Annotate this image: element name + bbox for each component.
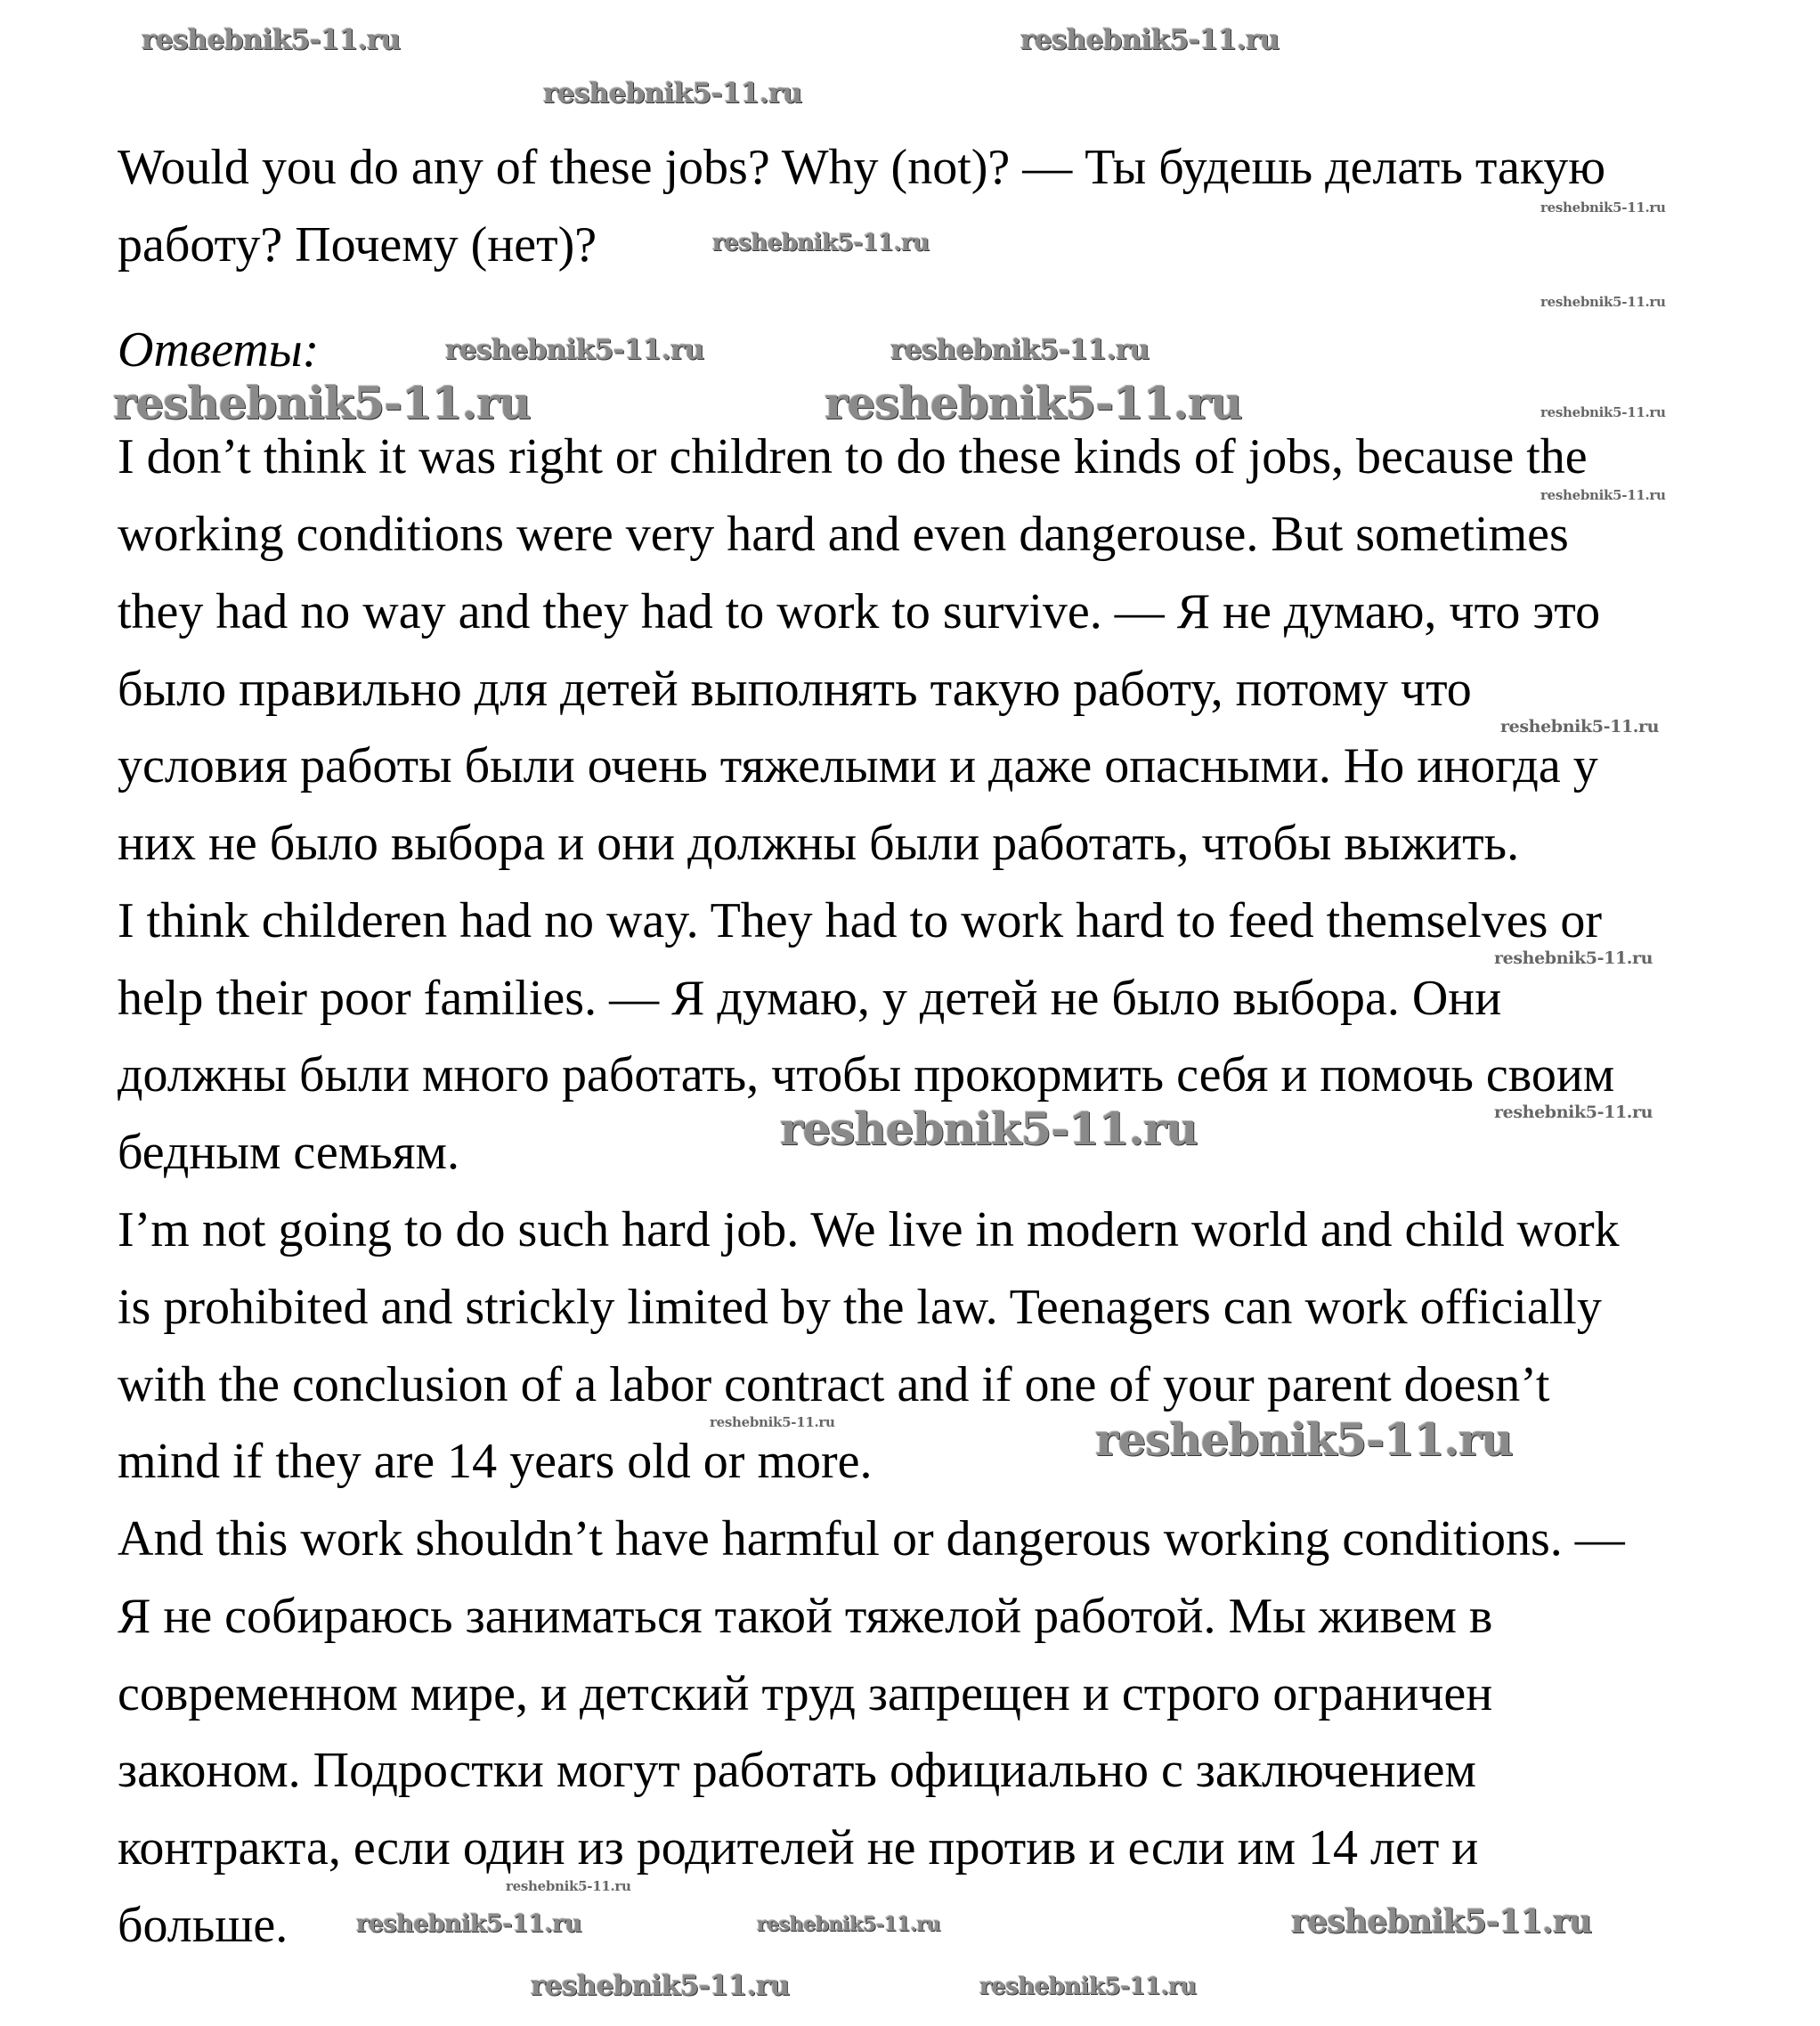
answer-line: working conditions were very hard and even dangerouse. But sometimes — [118, 507, 1569, 562]
answer-line: бедным семьям. — [118, 1125, 459, 1180]
question-line: работу? Почему (нет)? — [118, 217, 597, 273]
answer-line: условия работы были очень тяжелыми и даже опасными. Но иногда у — [118, 738, 1598, 793]
watermark: reshebnik5-11.ru — [1540, 487, 1666, 503]
answer-line: законом. Подростки могут работать официально с заключением — [118, 1743, 1476, 1798]
answer-line: I’m not going to do such hard job. We live in modern world and child work — [118, 1202, 1620, 1257]
answers-heading: Ответы: — [118, 322, 320, 378]
answer-line: they had no way and they had to work to survive. — Я не думаю, что это — [118, 584, 1601, 639]
watermark: reshebnik5-11.ru — [113, 377, 531, 429]
answer-line: больше. — [118, 1898, 288, 1953]
watermark: reshebnik5-11.ru — [1020, 24, 1280, 56]
watermark: reshebnik5-11.ru — [1494, 1103, 1653, 1122]
watermark: reshebnik5-11.ru — [543, 77, 802, 110]
watermark: reshebnik5-11.ru — [1540, 294, 1666, 310]
answer-line: было правильно для детей выполнять такую работу, потому что — [118, 662, 1472, 717]
answer-line: And this work shouldn’t have harmful or dangerous working conditions. — — [118, 1511, 1625, 1566]
answer-line: mind if they are 14 years old or more. — [118, 1434, 873, 1489]
watermark: reshebnik5-11.ru — [506, 1878, 631, 1894]
answer-line: должны были много работать, чтобы прокормить себя и помочь своим — [118, 1047, 1615, 1103]
watermark: reshebnik5-11.ru — [1540, 199, 1666, 216]
answer-line: help their poor families. — Я думаю, у детей не было выбора. Они — [118, 971, 1502, 1026]
answer-line: них не было выбора и они должны были работать, чтобы выжить. — [118, 816, 1520, 871]
watermark: reshebnik5-11.ru — [979, 1973, 1197, 2000]
watermark: reshebnik5-11.ru — [757, 1913, 941, 1936]
question-line: Would you do any of these jobs? Why (not)? — Ты будешь делать такую — [118, 140, 1606, 195]
watermark: reshebnik5-11.ru — [710, 1414, 835, 1430]
watermark: reshebnik5-11.ru — [356, 1910, 582, 1938]
watermark: reshebnik5-11.ru — [531, 1970, 790, 2002]
watermark: reshebnik5-11.ru — [780, 1103, 1198, 1155]
watermark: reshebnik5-11.ru — [445, 334, 704, 366]
watermark: reshebnik5-11.ru — [142, 24, 401, 56]
answer-line: is prohibited and strickly limited by the law. Teenagers can work officially — [118, 1280, 1602, 1335]
answer-line: I don’t think it was right or children to do these kinds of jobs, because the — [118, 429, 1588, 484]
answer-line: контракта, если один из родителей не против и если им 14 лет и — [118, 1820, 1479, 1875]
watermark: reshebnik5-11.ru — [1291, 1903, 1592, 1941]
watermark: reshebnik5-11.ru — [712, 230, 930, 256]
answer-line: I think childeren had no way. They had to work hard to feed themselves or — [118, 893, 1603, 948]
answer-line: with the conclusion of a labor contract and if one of your parent doesn’t — [118, 1357, 1550, 1412]
watermark: reshebnik5-11.ru — [890, 334, 1150, 366]
watermark: reshebnik5-11.ru — [1540, 404, 1666, 420]
watermark: reshebnik5-11.ru — [1494, 948, 1653, 968]
watermark: reshebnik5-11.ru — [1500, 717, 1660, 736]
answer-line: Я не собираюсь заниматься такой тяжелой работой. Мы живем в — [118, 1589, 1493, 1644]
answer-line: современном мире, и детский труд запрещен и строго ограничен — [118, 1666, 1493, 1721]
watermark: reshebnik5-11.ru — [825, 377, 1242, 429]
watermark: reshebnik5-11.ru — [1095, 1413, 1513, 1466]
